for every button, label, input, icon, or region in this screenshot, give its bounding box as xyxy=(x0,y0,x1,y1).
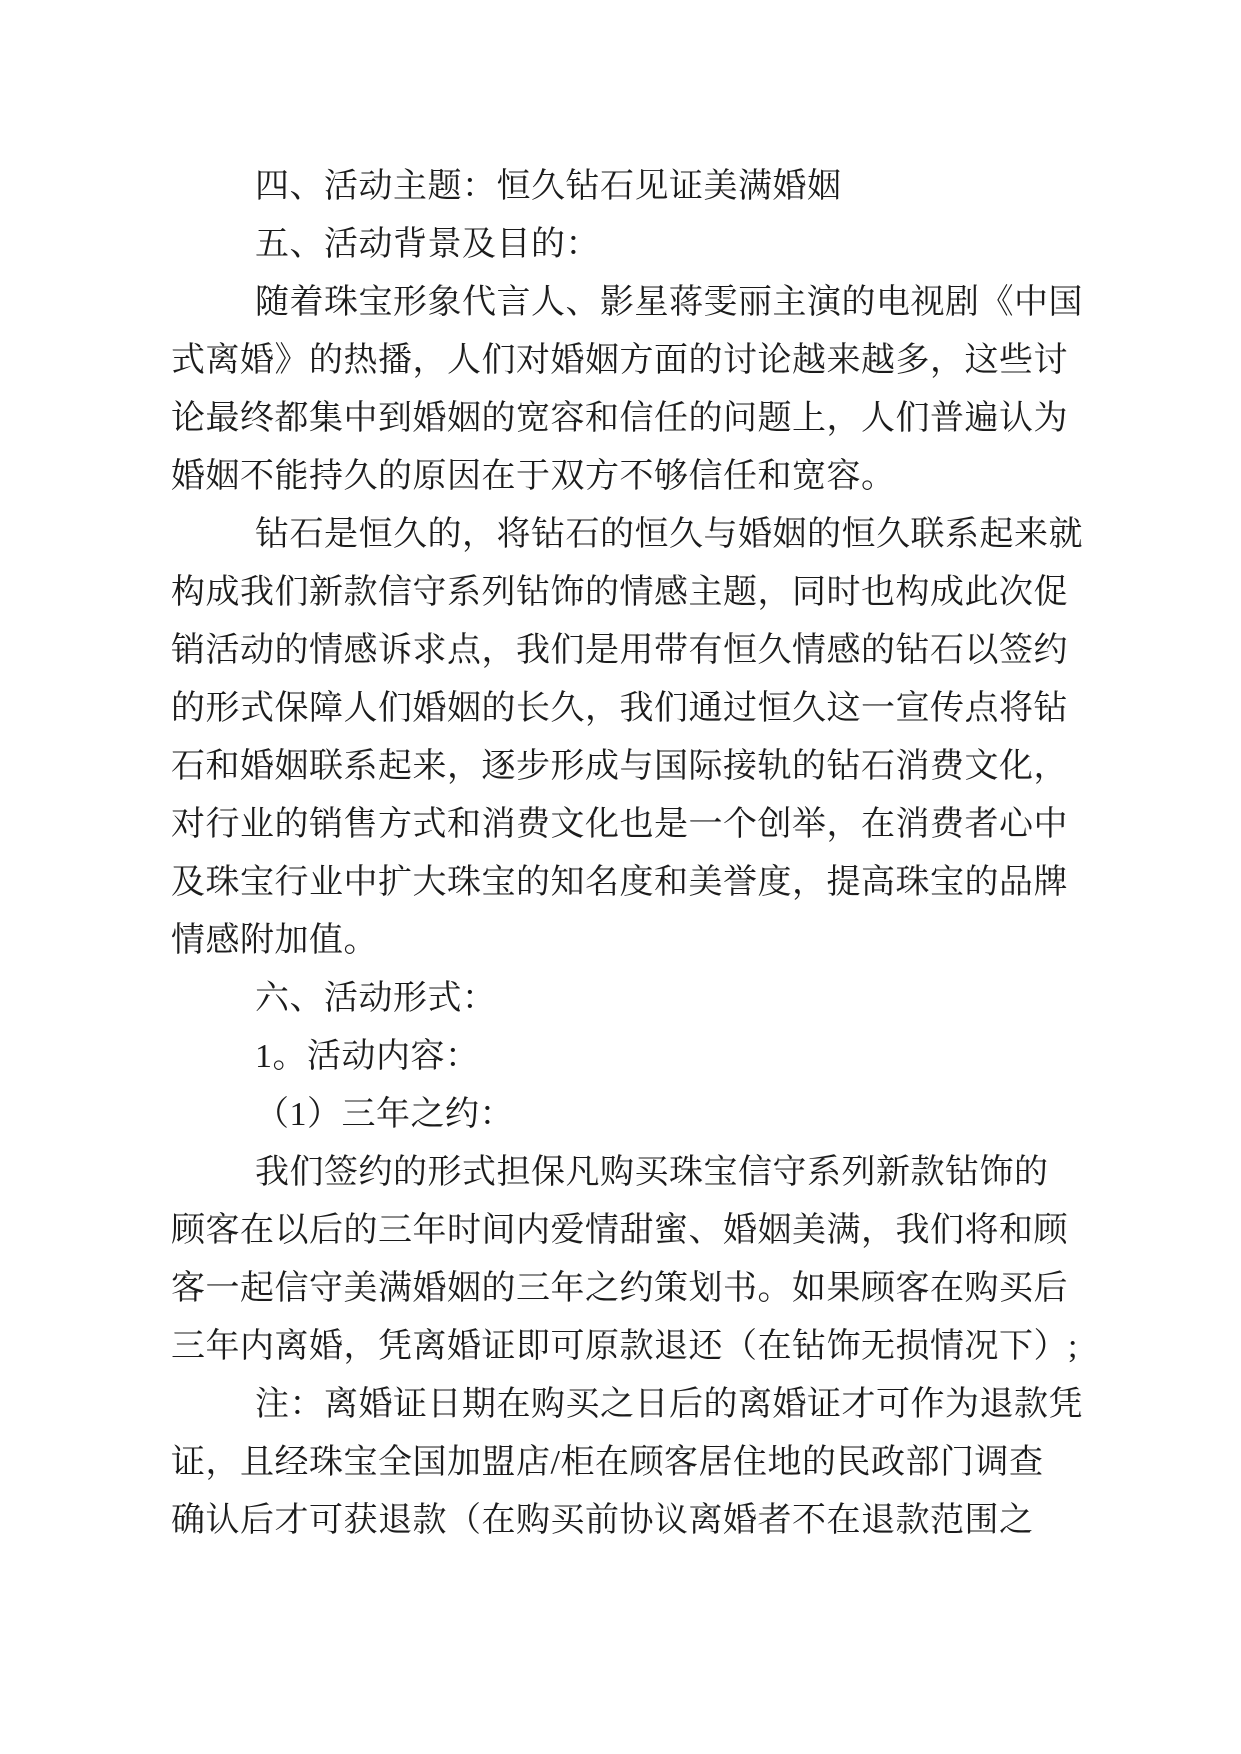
text-line: 注：离婚证日期在购买之日后的离婚证才可作为退款凭 xyxy=(255,1386,1083,1423)
text-line: 对行业的销售方式和消费文化也是一个创举，在消费者心中 xyxy=(171,806,1068,843)
text-line: 证，且经珠宝全国加盟店/柜在顾客居住地的民政部门调查 xyxy=(171,1444,1044,1481)
text-line: 顾客在以后的三年时间内爱情甜蜜、婚姻美满，我们将和顾 xyxy=(171,1212,1068,1249)
text-line: 确认后才可获退款（在购买前协议离婚者不在退款范围之 xyxy=(171,1502,1034,1539)
text-line: 三年内离婚，凭离婚证即可原款退还（在钻饰无损情况下）; xyxy=(171,1328,1078,1365)
document-text-block xyxy=(171,158,1083,1550)
text-line: 的形式保障人们婚姻的长久，我们通过恒久这一宣传点将钻 xyxy=(171,690,1068,727)
text-line: 及珠宝行业中扩大珠宝的知名度和美誉度，提高珠宝的品牌 xyxy=(171,864,1068,901)
text-line: 销活动的情感诉求点，我们是用带有恒久情感的钻石以签约 xyxy=(171,632,1068,669)
text-line: 钻石是恒久的，将钻石的恒久与婚姻的恒久联系起来就 xyxy=(255,516,1083,553)
text-line: （1）三年之约： xyxy=(255,1096,514,1133)
text-line: 客一起信守美满婚姻的三年之约策划书。如果顾客在购买后 xyxy=(171,1270,1068,1307)
text-line: 情感附加值。 xyxy=(171,922,378,959)
text-line: 石和婚姻联系起来，逐步形成与国际接轨的钻石消费文化， xyxy=(171,748,1068,785)
text-line: 随着珠宝形象代言人、影星蒋雯丽主演的电视剧《中国 xyxy=(255,284,1083,321)
text-line: 四、活动主题：恒久钻石见证美满婚姻 xyxy=(255,168,842,205)
text-line: 论最终都集中到婚姻的宽容和信任的问题上，人们普遍认为 xyxy=(171,400,1068,437)
text-line: 六、活动形式： xyxy=(255,980,497,1017)
text-line: 式离婚》的热播，人们对婚姻方面的讨论越来越多，这些讨 xyxy=(171,342,1068,379)
text-line: 1。活动内容： xyxy=(255,1038,480,1075)
text-line: 五、活动背景及目的： xyxy=(255,226,600,263)
text-line: 婚姻不能持久的原因在于双方不够信任和宽容。 xyxy=(171,458,896,495)
text-line: 我们签约的形式担保凡购买珠宝信守系列新款钻饰的 xyxy=(255,1154,1049,1191)
text-line: 构成我们新款信守系列钻饰的情感主题，同时也构成此次促 xyxy=(171,574,1068,611)
